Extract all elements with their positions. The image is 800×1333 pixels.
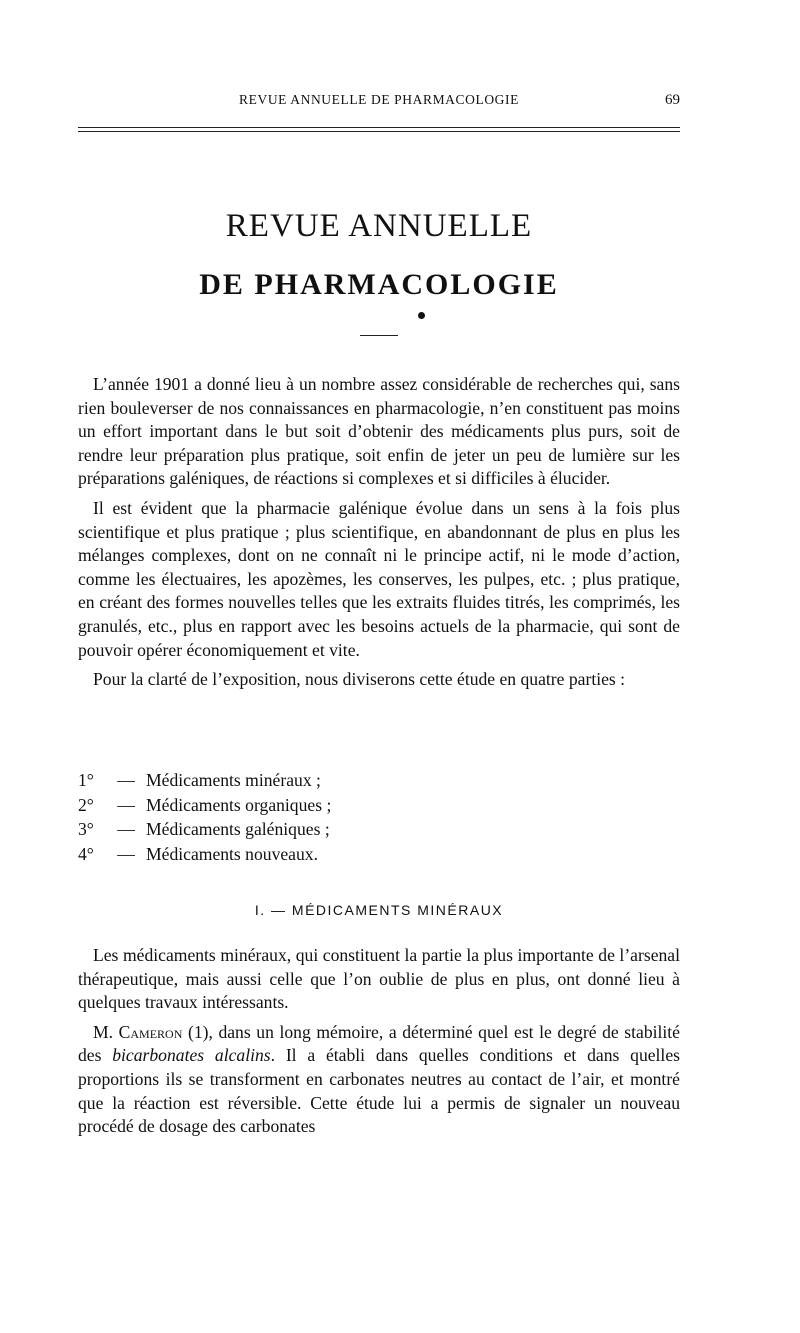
text-run: (1), dans un long mémoire, a déterminé quel est le degré de stabilité des	[78, 1021, 680, 1066]
paragraph	[78, 1021, 680, 1139]
paragraph: Il est évident que la pharmacie galénique évolue dans un sens à la fois plus scientifique et plus pratique ; plus scientifique, en abandonnant de plus en plus les mélanges complexes, dont on ne connaît ni le principe actif, ni le mode d’action, comme les électuaires, les apozèmes, les conserves, les pulpes, etc. ; plus pratique, en créant des formes nouvelles telles que les extraits fluides titrés, les comprimés, les granulés, etc., plus en rapport avec les besoins actuels de la pharmacie, qui sont de pouvoir opérer économiquement et vite.	[78, 497, 680, 660]
list-number: 3°	[78, 819, 94, 839]
main-title-line1: REVUE ANNUELLE	[225, 208, 533, 244]
list-text: Médicaments minéraux ;	[146, 770, 321, 790]
ornament-dot	[418, 312, 425, 319]
paragraph: Pour la clarté de l’exposition, nous diviserons cette étude en quatre parties :	[93, 669, 626, 690]
title-separator-dash	[360, 335, 398, 336]
paragraph: Les médicaments minéraux, qui constituent la partie la plus importante de l’arsenal thérapeutique, mais aussi celle que l’on oublie de plus en plus, ont donné lieu à quelques travaux intéressants.	[78, 945, 680, 1013]
list-item	[78, 817, 680, 842]
list-dash: —	[117, 819, 135, 839]
list-item	[78, 842, 680, 867]
text-run: M.	[93, 1021, 119, 1042]
paragraph: L’année 1901 a donné lieu à un nombre assez considérable de recherches qui, sans rien bouleverser de nos connaissances en pharmacologie, n’en constituent pas moins un effort important dans le but soit d’obtenir des médicaments plus purs, soit de rendre leur préparation plus pratique, soit enfin de jeter un peu de lumière sur les préparations galéniques, de réactions si complexes et si difficiles à élucider.	[78, 374, 680, 489]
list-text: Médicaments organiques ;	[146, 794, 332, 815]
section-heading: I. — MÉDICAMENTS MINÉRAUX	[254, 902, 504, 918]
list-number: 2°	[78, 794, 94, 815]
list-number: 4°	[78, 843, 94, 864]
list-dash: —	[117, 843, 135, 864]
intro-text	[78, 373, 680, 698]
running-head	[78, 92, 680, 112]
header-rule-top	[78, 127, 680, 128]
list-item	[78, 793, 680, 818]
parts-list	[78, 768, 680, 866]
list-number: 1°	[78, 770, 94, 790]
section-text	[78, 944, 680, 1145]
author-name: Cameron	[118, 1021, 183, 1042]
italic-term: bicarbonates alcalins	[112, 1045, 271, 1066]
page-number: 69	[665, 92, 680, 108]
list-dash: —	[117, 770, 135, 790]
running-head-title: REVUE ANNUELLE DE PHARMACOLOGIE	[239, 92, 519, 107]
list-dash: —	[117, 794, 135, 815]
header-rule-bottom	[78, 131, 680, 132]
main-title-line2: DE PHARMACOLOGIE	[199, 268, 559, 301]
list-item	[78, 768, 680, 793]
list-text: Médicaments galéniques ;	[146, 819, 330, 839]
text-run: . Il a établi dans quelles conditions et dans quelles proportions ils se transforment en carbonates neutres au contact de l’air, et montré que la réaction est réversible. Cette étude lui a permis de signaler un nouveau procédé de dosage des carbonates	[78, 1045, 680, 1137]
list-text: Médicaments nouveaux.	[146, 843, 318, 864]
